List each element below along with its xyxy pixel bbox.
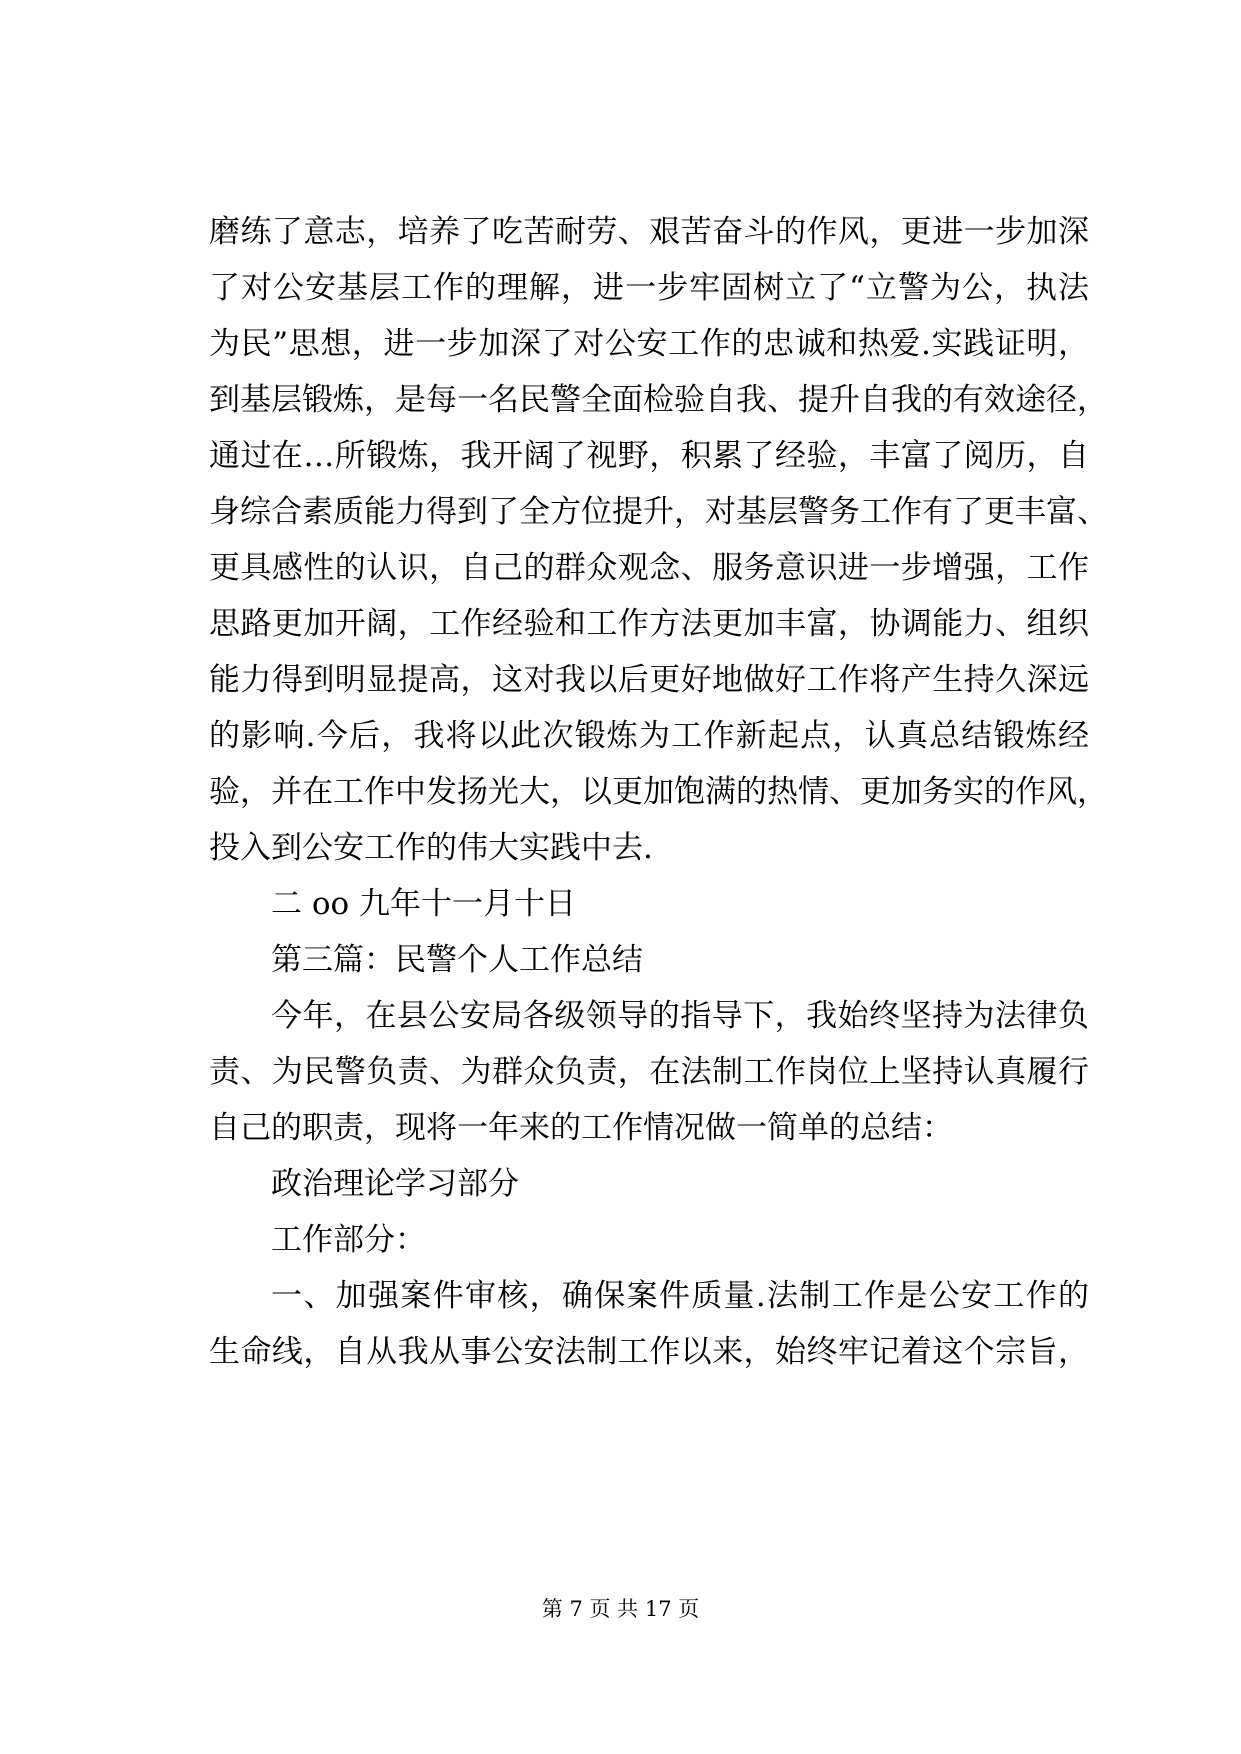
subheading: 政治理论学习部分: [271, 1166, 519, 1202]
body-text-line: 磨练了意志，培养了吃苦耐劳、艰苦奋斗的作风，更进一步加深: [209, 214, 1089, 250]
body-text-line: 责、为民警负责、为群众负责，在法制工作岗位上坚持认真履行: [209, 1054, 1089, 1090]
section-title: 第三篇：民警个人工作总结: [271, 942, 643, 978]
subheading: 工作部分：: [271, 1222, 426, 1258]
body-text-line: 一、加强案件审核，确保案件质量.法制工作是公安工作的: [271, 1278, 1089, 1314]
body-text-line: 到基层锻炼，是每一名民警全面检验自我、提升自我的有效途径，: [209, 382, 1108, 418]
body-text-line: 生命线，自从我从事公安法制工作以来，始终牢记着这个宗旨，: [209, 1334, 1089, 1370]
body-text-line: 能力得到明显提高，这对我以后更好地做好工作将产生持久深远: [209, 662, 1089, 698]
body-text-line: 通过在…所锻炼，我开阔了视野，积累了经验，丰富了阅历，自: [209, 438, 1089, 474]
body-text-line: 身综合素质能力得到了全方位提升，对基层警务工作有了更丰富、: [209, 494, 1108, 530]
date-line: 二 oo 九年十一月十日: [271, 886, 577, 922]
body-text-line: 思路更加开阔，工作经验和工作方法更加丰富，协调能力、组织: [209, 606, 1089, 642]
body-text-line: 验，并在工作中发扬光大，以更加饱满的热情、更加务实的作风，: [209, 774, 1108, 810]
body-text-line: 自己的职责，现将一年来的工作情况做一简单的总结：: [209, 1110, 953, 1146]
body-text-line: 更具感性的认识，自己的群众观念、服务意识进一步增强，工作: [209, 550, 1089, 586]
page-number-footer: 第 7 页 共 17 页: [541, 1597, 700, 1621]
body-text-line: 为民”思想，进一步加深了对公安工作的忠诚和热爱.实践证明，: [209, 326, 1089, 362]
body-text-line: 投入到公安工作的伟大实践中去.: [209, 830, 653, 866]
body-text-line: 的影响.今后，我将以此次锻炼为工作新起点，认真总结锻炼经: [209, 718, 1089, 754]
body-text-line: 了对公安基层工作的理解，进一步牢固树立了“立警为公，执法: [209, 270, 1089, 306]
body-text-line: 今年，在县公安局各级领导的指导下，我始终坚持为法律负: [271, 998, 1089, 1034]
